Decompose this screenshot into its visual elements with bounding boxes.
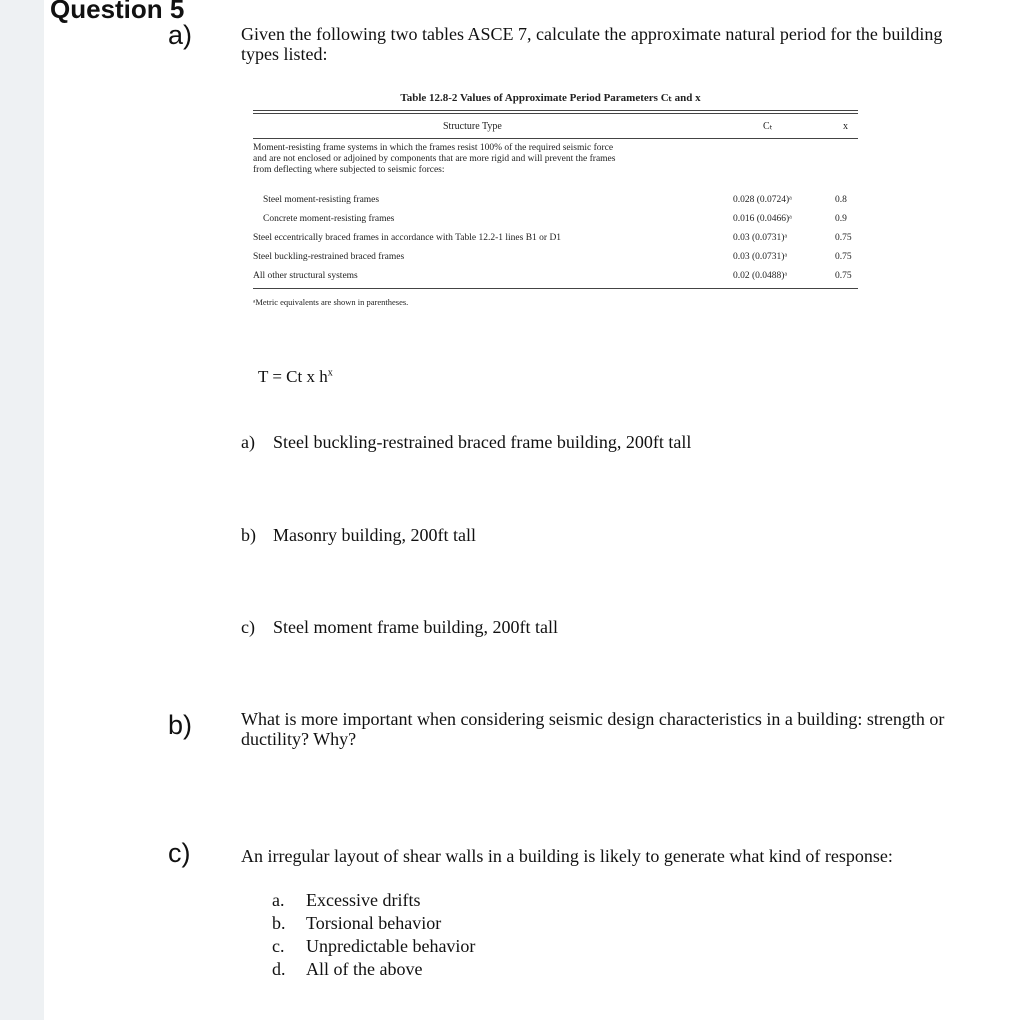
subquestion-b: b) Masonry building, 200ft tall (241, 525, 476, 545)
header-structure-type: Structure Type (443, 121, 502, 132)
period-parameters-table (253, 91, 858, 307)
part-c-prompt: An irregular layout of shear walls in a building is likely to generate what kind of response: (241, 846, 893, 866)
header-x: x (843, 121, 848, 132)
table-row: Steel buckling-restrained braced frames 0.03 (0.0731)ᵃ 0.75 (253, 252, 852, 262)
question-heading: Question 5 (50, 0, 185, 24)
part-a-label: a) (168, 20, 193, 50)
row-mrf-intro: Moment-resisting frame systems in which the frames resist 100% of the required seismic force and are not enclosed or adjoined by components that are more rigid and will prevent the frames from deflecting where subjected to seismic forces: (253, 143, 616, 175)
part-b-label: b) (168, 710, 193, 740)
table-header-row (253, 114, 858, 139)
part-a-prompt (241, 24, 1021, 64)
choice-a: a. Excessive drifts (272, 890, 421, 910)
table-row (253, 143, 858, 195)
part-b-prompt: What is more important when considering seismic design characteristics in a building: strength or ductility? Why? (241, 709, 945, 749)
period-formula: T = Ct x $h^x$ (258, 367, 333, 386)
header-ct: Cₜ (763, 121, 773, 132)
choice-c: c. Unpredictable behavior (272, 936, 476, 956)
part-a-prompt-line2: types listed: (241, 44, 328, 64)
table-row: Steel moment-resisting frames 0.028 (0.0724)ᵃ 0.8 (263, 195, 847, 205)
choice-b: b. Torsional behavior (272, 913, 442, 933)
table-row: Concrete moment-resisting frames 0.016 (0.0466)ᵃ 0.9 (263, 214, 847, 224)
table-row: All other structural systems 0.02 (0.0488)ᵃ 0.75 (253, 271, 852, 281)
table-footnote: ᵃMetric equivalents are shown in parentheses. (253, 297, 409, 307)
table-caption: Table 12.8-2 Values of Approximate Period Parameters Cₜ and x (400, 92, 701, 104)
part-c-label: c) (168, 838, 191, 868)
left-margin-strip (0, 0, 44, 1020)
subquestion-c: c) Steel moment frame building, 200ft tall (241, 617, 558, 637)
table-row: Steel eccentrically braced frames in accordance with Table 12.2-1 lines B1 or D1 0.03 (0.0731)ᵃ 0.75 (253, 233, 852, 243)
choice-d: d. All of the above (272, 959, 423, 979)
part-a-prompt-line1: Given the following two tables ASCE 7, calculate the approximate natural period for the building (241, 24, 943, 44)
table-bottom-rule (253, 288, 858, 289)
subquestion-a: a) Steel buckling-restrained braced frame building, 200ft tall (241, 432, 692, 452)
